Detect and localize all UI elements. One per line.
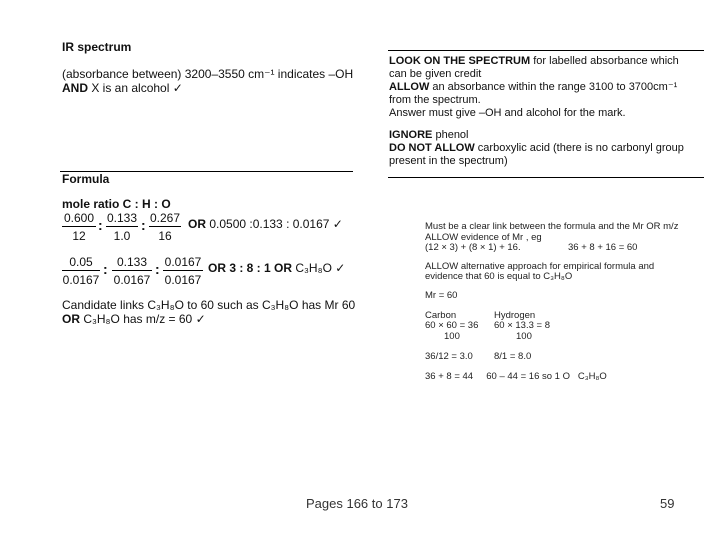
ignore-rest: phenol bbox=[432, 129, 469, 141]
ratio-colon: : bbox=[155, 261, 160, 277]
page-number: 59 bbox=[660, 496, 675, 511]
note-clear-link: Must be a clear link between the formula and the Mr OR m/z bbox=[425, 221, 679, 232]
candidate-or: OR bbox=[62, 312, 80, 326]
row1-alternative bbox=[188, 217, 343, 231]
ir-heading: IR spectrum bbox=[62, 40, 132, 54]
note-final-working: 36 + 8 = 44 60 – 44 = 16 so 1 O C₃H₈O bbox=[425, 371, 607, 382]
note-hydrogen-label: Hydrogen bbox=[494, 310, 536, 321]
present-line: present in the spectrum) bbox=[389, 155, 508, 167]
fraction-carbon-ratio bbox=[62, 255, 100, 287]
note-carbon-moles: 36/12 = 3.0 bbox=[425, 351, 473, 362]
row2-formula: C₃H₈O ✓ bbox=[295, 261, 346, 275]
ratio-colon: : bbox=[98, 217, 103, 233]
note-sum-result: 36 + 8 + 16 = 60 bbox=[568, 242, 638, 253]
fraction-denominator: 0.0167 bbox=[113, 273, 151, 287]
fraction-denominator: 1.0 bbox=[113, 229, 131, 243]
fraction-oxygen bbox=[149, 211, 181, 243]
fraction-denominator: 0.0167 bbox=[164, 273, 202, 287]
row1-or: OR bbox=[188, 217, 206, 231]
note-hydrogen-moles: 8/1 = 8.0 bbox=[494, 351, 532, 362]
candidate-line-2 bbox=[62, 312, 206, 326]
row2-alternative bbox=[208, 261, 345, 275]
look-bold: LOOK ON THE SPECTRUM bbox=[389, 55, 531, 67]
page-range-footer: Pages 166 to 173 bbox=[306, 496, 408, 511]
credit-line: can be given credit bbox=[389, 68, 482, 80]
ir-line-1: (absorbance between) 3200–3550 cm⁻¹ indicates –OH bbox=[62, 67, 354, 81]
guidance-top-rule bbox=[388, 50, 704, 51]
fraction-numerator: 0.133 bbox=[112, 255, 152, 271]
fraction-hydrogen bbox=[106, 211, 138, 243]
fraction-denominator: 16 bbox=[158, 229, 172, 243]
from-spectrum-line: from the spectrum. bbox=[389, 94, 481, 106]
note-hydrogen-denominator: 100 bbox=[516, 331, 532, 342]
fraction-numerator: 0.05 bbox=[62, 255, 100, 271]
note-mr: Mr = 60 bbox=[425, 290, 458, 301]
ir-alcohol: X is an alcohol ✓ bbox=[88, 81, 183, 95]
ir-line-2 bbox=[62, 81, 183, 95]
ir-and: AND bbox=[62, 81, 88, 95]
donot-rest: carboxylic acid (there is no carbonyl group bbox=[474, 142, 684, 154]
note-sum-expression: (12 × 3) + (8 × 1) + 16. bbox=[425, 242, 521, 253]
note-allow-evidence: ALLOW evidence of Mr , eg bbox=[425, 232, 542, 243]
answer-must-line: Answer must give –OH and alcohol for the mark. bbox=[389, 107, 626, 119]
note-allow-alternative: ALLOW alternative approach for empirical formula and bbox=[425, 261, 655, 272]
fraction-numerator: 0.600 bbox=[63, 211, 95, 225]
candidate-line-1: Candidate links C₃H₈O to 60 such as C₃H₈O has Mr 60 bbox=[62, 298, 356, 312]
fraction-carbon bbox=[62, 211, 96, 243]
ratio-colon: : bbox=[141, 217, 146, 233]
guidance-bottom-rule bbox=[388, 177, 704, 178]
note-carbon-label: Carbon bbox=[425, 310, 457, 321]
formula-heading: Formula bbox=[62, 172, 110, 186]
note-carbon-calc: 60 × 60 = 36 bbox=[425, 320, 479, 331]
allow-rest: an absorbance within the range 3100 to 3700cm⁻¹ bbox=[429, 81, 678, 93]
allow-line bbox=[389, 81, 677, 93]
fraction-numerator: 0.267 bbox=[150, 211, 181, 225]
fraction-denominator: 0.0167 bbox=[62, 273, 100, 287]
fraction-numerator: 0.0167 bbox=[164, 255, 202, 269]
ratio-colon: : bbox=[103, 261, 108, 277]
donot-bold: DO NOT ALLOW bbox=[389, 142, 475, 154]
donot-line bbox=[389, 142, 684, 154]
look-rest: for labelled absorbance which bbox=[530, 55, 679, 67]
fraction-numerator: 0.133 bbox=[107, 211, 138, 225]
row2-or: OR 3 : 8 : 1 OR bbox=[208, 261, 293, 275]
note-evidence-60: evidence that 60 is equal to C₃H₈O bbox=[425, 271, 573, 282]
fraction-denominator: 12 bbox=[72, 229, 86, 243]
row1-ratio: 0.0500 :0.133 : 0.0167 ✓ bbox=[206, 217, 343, 231]
mole-ratio-label: mole ratio C : H : O bbox=[62, 197, 171, 211]
fraction-hydrogen-ratio bbox=[112, 255, 152, 287]
note-carbon-denominator: 100 bbox=[444, 331, 460, 342]
look-line bbox=[389, 55, 679, 67]
candidate-mz: C₃H₈O has m/z = 60 ✓ bbox=[80, 312, 206, 326]
fraction-oxygen-ratio bbox=[163, 255, 203, 287]
ignore-line bbox=[389, 129, 469, 141]
allow-bold: ALLOW bbox=[389, 81, 430, 93]
ignore-bold: IGNORE bbox=[389, 129, 433, 141]
note-hydrogen-calc: 60 × 13.3 = 8 bbox=[494, 320, 550, 331]
